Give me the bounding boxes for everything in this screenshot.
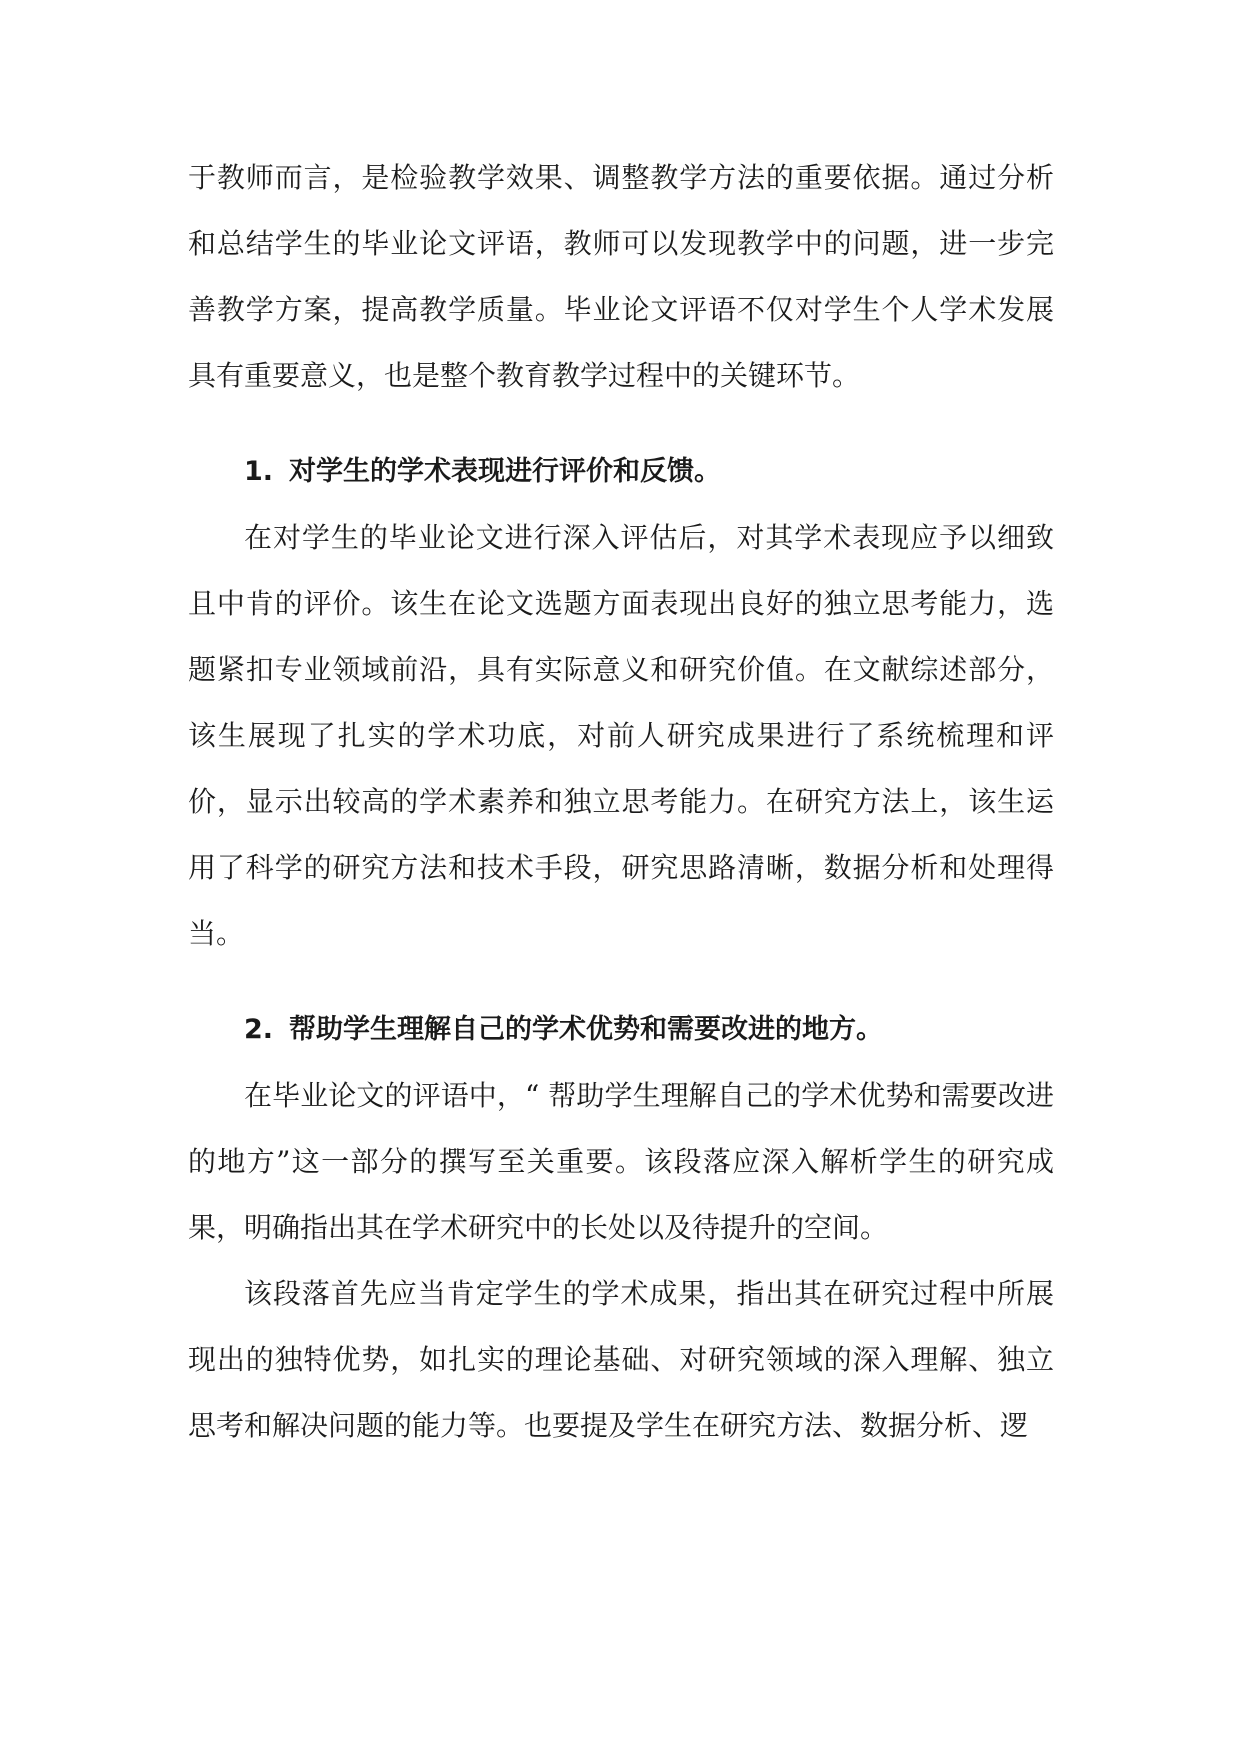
section-title-2: 帮助学生理解自己的学术优势和需要改进的地方。 <box>289 1014 884 1045</box>
paragraph-section-2-second: 该段落首先应当肯定学生的学术成果，指出其在研究过程中所展现出的独特优势，如扎实的理论基础、对研究领域的深入理解、独立思考和解决问题的能力等。也要提及学生在研究方法、数据分析、逻 <box>188 1277 1054 1442</box>
paragraph-intro-continued: 于教师而言，是检验教学效果、调整教学方法的重要依据。通过分析和总结学生的毕业论文评语，教师可以发现教学中的问题，进一步完善教学方案，提高教学质量。毕业论文评语不仅对学生个人学术发展具有重要意义，也是整个教育教学过程中的关键环节。 <box>188 161 1054 392</box>
section-heading-1 <box>188 439 1054 505</box>
paragraph-section-2-first: 在毕业论文的评语中，“ 帮助学生理解自己的学术优势和需要改进的地方”这一部分的撰写至关重要。该段落应深入解析学生的研究成果，明确指出其在学术研究中的长处以及待提升的空间。 <box>188 1079 1054 1244</box>
section-heading-2 <box>188 997 1054 1063</box>
section-number-1: 1. <box>244 456 274 487</box>
section-title-1: 对学生的学术表现进行评价和反馈。 <box>289 456 722 487</box>
document-body <box>188 145 1054 1459</box>
paragraph-section-1: 在对学生的毕业论文进行深入评估后，对其学术表现应予以细致且中肯的评价。该生在论文选题方面表现出良好的独立思考能力，选题紧扣专业领域前沿，具有实际意义和研究价值。在文献综述部分，该生展现了扎实的学术功底，对前人研究成果进行了系统梳理和评价，显示出较高的学术素养和独立思考能力。在研究方法上，该生运用了科学的研究方法和技术手段，研究思路清晰，数据分析和处理得当。 <box>188 521 1054 950</box>
section-number-2: 2. <box>244 1014 274 1045</box>
